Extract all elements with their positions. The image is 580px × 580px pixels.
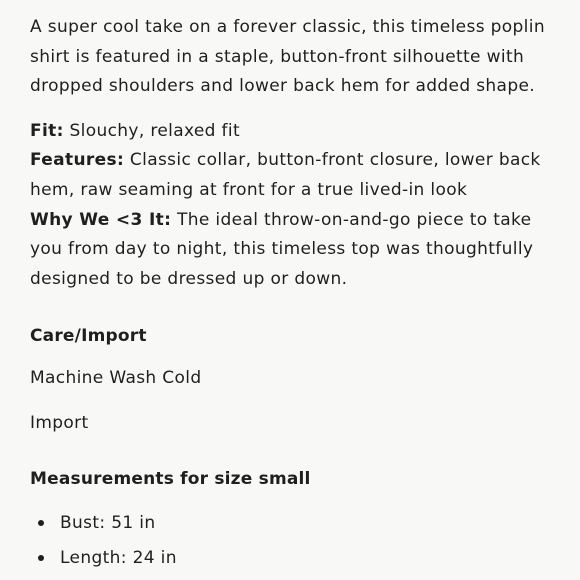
features-row: [30, 146, 555, 205]
fit-value: Slouchy, relaxed fit: [63, 120, 240, 141]
why-we-love-it-row: [30, 206, 555, 295]
measurement-length: Length: 24 in: [60, 548, 177, 569]
measurement-bust: Bust: 51 in: [60, 513, 156, 534]
care-wash-instruction: Machine Wash Cold: [30, 368, 202, 389]
why-we-love-it-value: The ideal throw-on-and-go piece to take you from day to night, this timeless top was thoughtfully designed to be dressed up or down.: [30, 209, 534, 289]
list-item: [30, 511, 550, 535]
fit-label: Fit:: [30, 120, 64, 141]
fit-row: [30, 117, 555, 147]
bullet-icon: [38, 520, 44, 526]
features-label: Features:: [30, 150, 125, 171]
measurements-heading: Measurements for size small: [30, 469, 311, 490]
list-item: [30, 546, 550, 570]
care-import-heading: Care/Import: [30, 326, 147, 347]
why-we-love-it-label: Why We <3 It:: [30, 209, 172, 230]
measurements-list: [30, 511, 550, 570]
bullet-icon: [38, 555, 44, 561]
care-origin: Import: [30, 413, 89, 434]
features-value: Classic collar, button-front closure, lower back hem, raw seaming at front for a true lived-in look: [30, 150, 541, 200]
product-details: [30, 117, 555, 295]
description-intro: A super cool take on a forever classic, this timeless poplin shirt is featured in a staple, button-front silhouette with dropped shoulders and lower back hem for added shape.: [30, 17, 545, 97]
